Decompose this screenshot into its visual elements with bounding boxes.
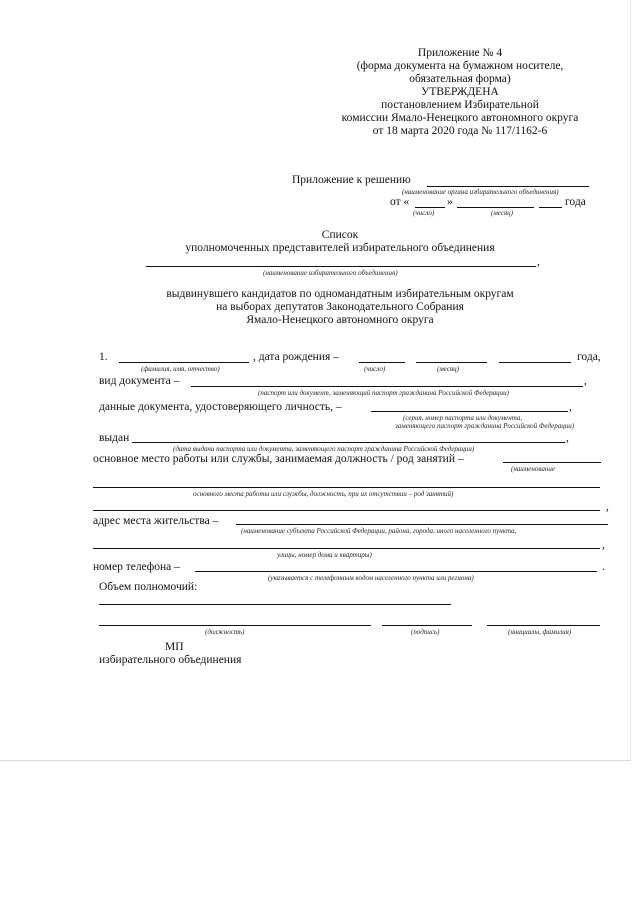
address-line-1[interactable] bbox=[236, 524, 608, 525]
fullname-line[interactable] bbox=[119, 362, 249, 363]
doc-type-line[interactable] bbox=[191, 386, 583, 387]
assoc-name-line[interactable] bbox=[146, 266, 536, 267]
scope-line[interactable] bbox=[99, 604, 451, 605]
subtitle-3: Ямало-Ненецкого автономного округа bbox=[246, 314, 434, 326]
decision-organ-hint: (наименование органа избирательного объединения) bbox=[402, 188, 559, 196]
initials-hint: (инициалы, фамилия) bbox=[508, 628, 572, 636]
signature-hint: (подпись) bbox=[411, 628, 440, 636]
issued-hint: (дата выдачи паспорта или документа, заменяющего паспорт гражданина Российской Федерации) bbox=[173, 445, 475, 453]
subtitle-1: выдвинувшего кандидатов по одномандатным избирательным округам bbox=[166, 288, 514, 300]
phone-period: . bbox=[602, 561, 605, 573]
issued-line[interactable] bbox=[132, 442, 565, 443]
title-word: Список bbox=[321, 229, 359, 241]
position-line[interactable] bbox=[99, 625, 371, 626]
phone-label: номер телефона – bbox=[93, 561, 180, 573]
address-hint-2: улицы, номер дома и квартиры) bbox=[277, 551, 372, 559]
decision-day-hint: (число) bbox=[413, 209, 435, 217]
initials-line[interactable] bbox=[487, 625, 600, 626]
work-hint-2: основного места работы или службы, должность, при их отсутствии – род занятий) bbox=[193, 490, 454, 498]
title-line: уполномоченных представителей избирательного объединения bbox=[185, 242, 495, 254]
work-label: основное место работы или службы, занимаемая должность / род занятий – bbox=[93, 453, 464, 465]
decision-from: от « bbox=[390, 196, 410, 208]
work-comma: , bbox=[606, 501, 609, 513]
assoc-name-hint: (наименование избирательного объединения) bbox=[263, 269, 398, 277]
signature-line[interactable] bbox=[382, 625, 472, 626]
decision-year-label: года bbox=[565, 196, 586, 208]
birth-month-hint: (месяц) bbox=[437, 365, 460, 373]
decision-day-line[interactable] bbox=[415, 207, 445, 208]
id-data-hint-2: заменяющего паспорт гражданина Российской Федерации) bbox=[395, 422, 575, 430]
birth-day-hint: (число) bbox=[364, 365, 386, 373]
decision-month-line[interactable] bbox=[457, 207, 534, 208]
birth-day-line[interactable] bbox=[359, 362, 405, 363]
decision-quote-close: » bbox=[447, 196, 453, 208]
subtitle-2: на выборах депутатов Законодательного Собрания bbox=[216, 301, 464, 313]
decision-label: Приложение к решению bbox=[292, 174, 411, 186]
doc-type-hint: (паспорт или документ, заменяющий паспорт гражданина Российской Федерации) bbox=[258, 389, 510, 397]
seal-owner: избирательного объединения bbox=[99, 654, 242, 666]
appendix-note-2: обязательная форма) bbox=[409, 73, 511, 85]
id-data-label: данные документа, удостоверяющего личность, – bbox=[99, 401, 342, 413]
scope-label: Объем полномочий: bbox=[99, 581, 198, 593]
doc-type-comma: , bbox=[584, 375, 587, 387]
seal-label: МП bbox=[165, 641, 184, 653]
appendix-number: Приложение № 4 bbox=[417, 47, 503, 59]
issued-label: выдан bbox=[99, 432, 130, 444]
id-data-comma: , bbox=[569, 401, 572, 413]
resolution-line-1: постановлением Избирательной bbox=[381, 99, 539, 111]
assoc-comma: , bbox=[537, 256, 540, 268]
address-comma: , bbox=[602, 539, 605, 551]
work-line-2[interactable] bbox=[93, 487, 600, 488]
phone-hint: (указывается с телефонным кодом населенного пункта или региона) bbox=[268, 574, 474, 582]
address-line-2[interactable] bbox=[93, 548, 600, 549]
phone-line[interactable] bbox=[195, 571, 597, 572]
issued-comma: , bbox=[566, 432, 569, 444]
address-hint-1: (наименование субъекта Российской Федерации, района, города, иного населенного пункта, bbox=[241, 527, 517, 535]
id-data-hint-1: (серия, номер паспорта или документа, bbox=[403, 414, 523, 422]
approved-label: УТВЕРЖДЕНА bbox=[421, 86, 499, 98]
birth-date-label: , дата рождения – bbox=[253, 351, 339, 363]
address-label: адрес места жительства – bbox=[93, 515, 219, 527]
decision-organ-line[interactable] bbox=[427, 186, 589, 187]
work-line-1[interactable] bbox=[503, 462, 601, 463]
fullname-hint: (фамилия, имя, отчество) bbox=[141, 365, 220, 373]
work-line-3[interactable] bbox=[93, 510, 600, 511]
position-hint: (должность) bbox=[205, 628, 245, 636]
resolution-date: от 18 марта 2020 года № 117/1162-6 bbox=[372, 125, 548, 137]
doc-type-label: вид документа – bbox=[99, 375, 180, 387]
birth-year-line[interactable] bbox=[499, 362, 571, 363]
entry-number: 1. bbox=[99, 351, 108, 363]
birth-month-line[interactable] bbox=[416, 362, 487, 363]
work-hint-1: (наименование bbox=[511, 465, 555, 473]
decision-month-hint: (месяц) bbox=[491, 209, 514, 217]
decision-year-line[interactable] bbox=[539, 207, 562, 208]
appendix-note-1: (форма документа на бумажном носителе, bbox=[356, 60, 564, 72]
resolution-line-2: комиссии Ямало-Ненецкого автономного округа bbox=[341, 112, 579, 124]
birth-year-label: года, bbox=[577, 351, 601, 363]
id-data-line[interactable] bbox=[371, 411, 568, 412]
